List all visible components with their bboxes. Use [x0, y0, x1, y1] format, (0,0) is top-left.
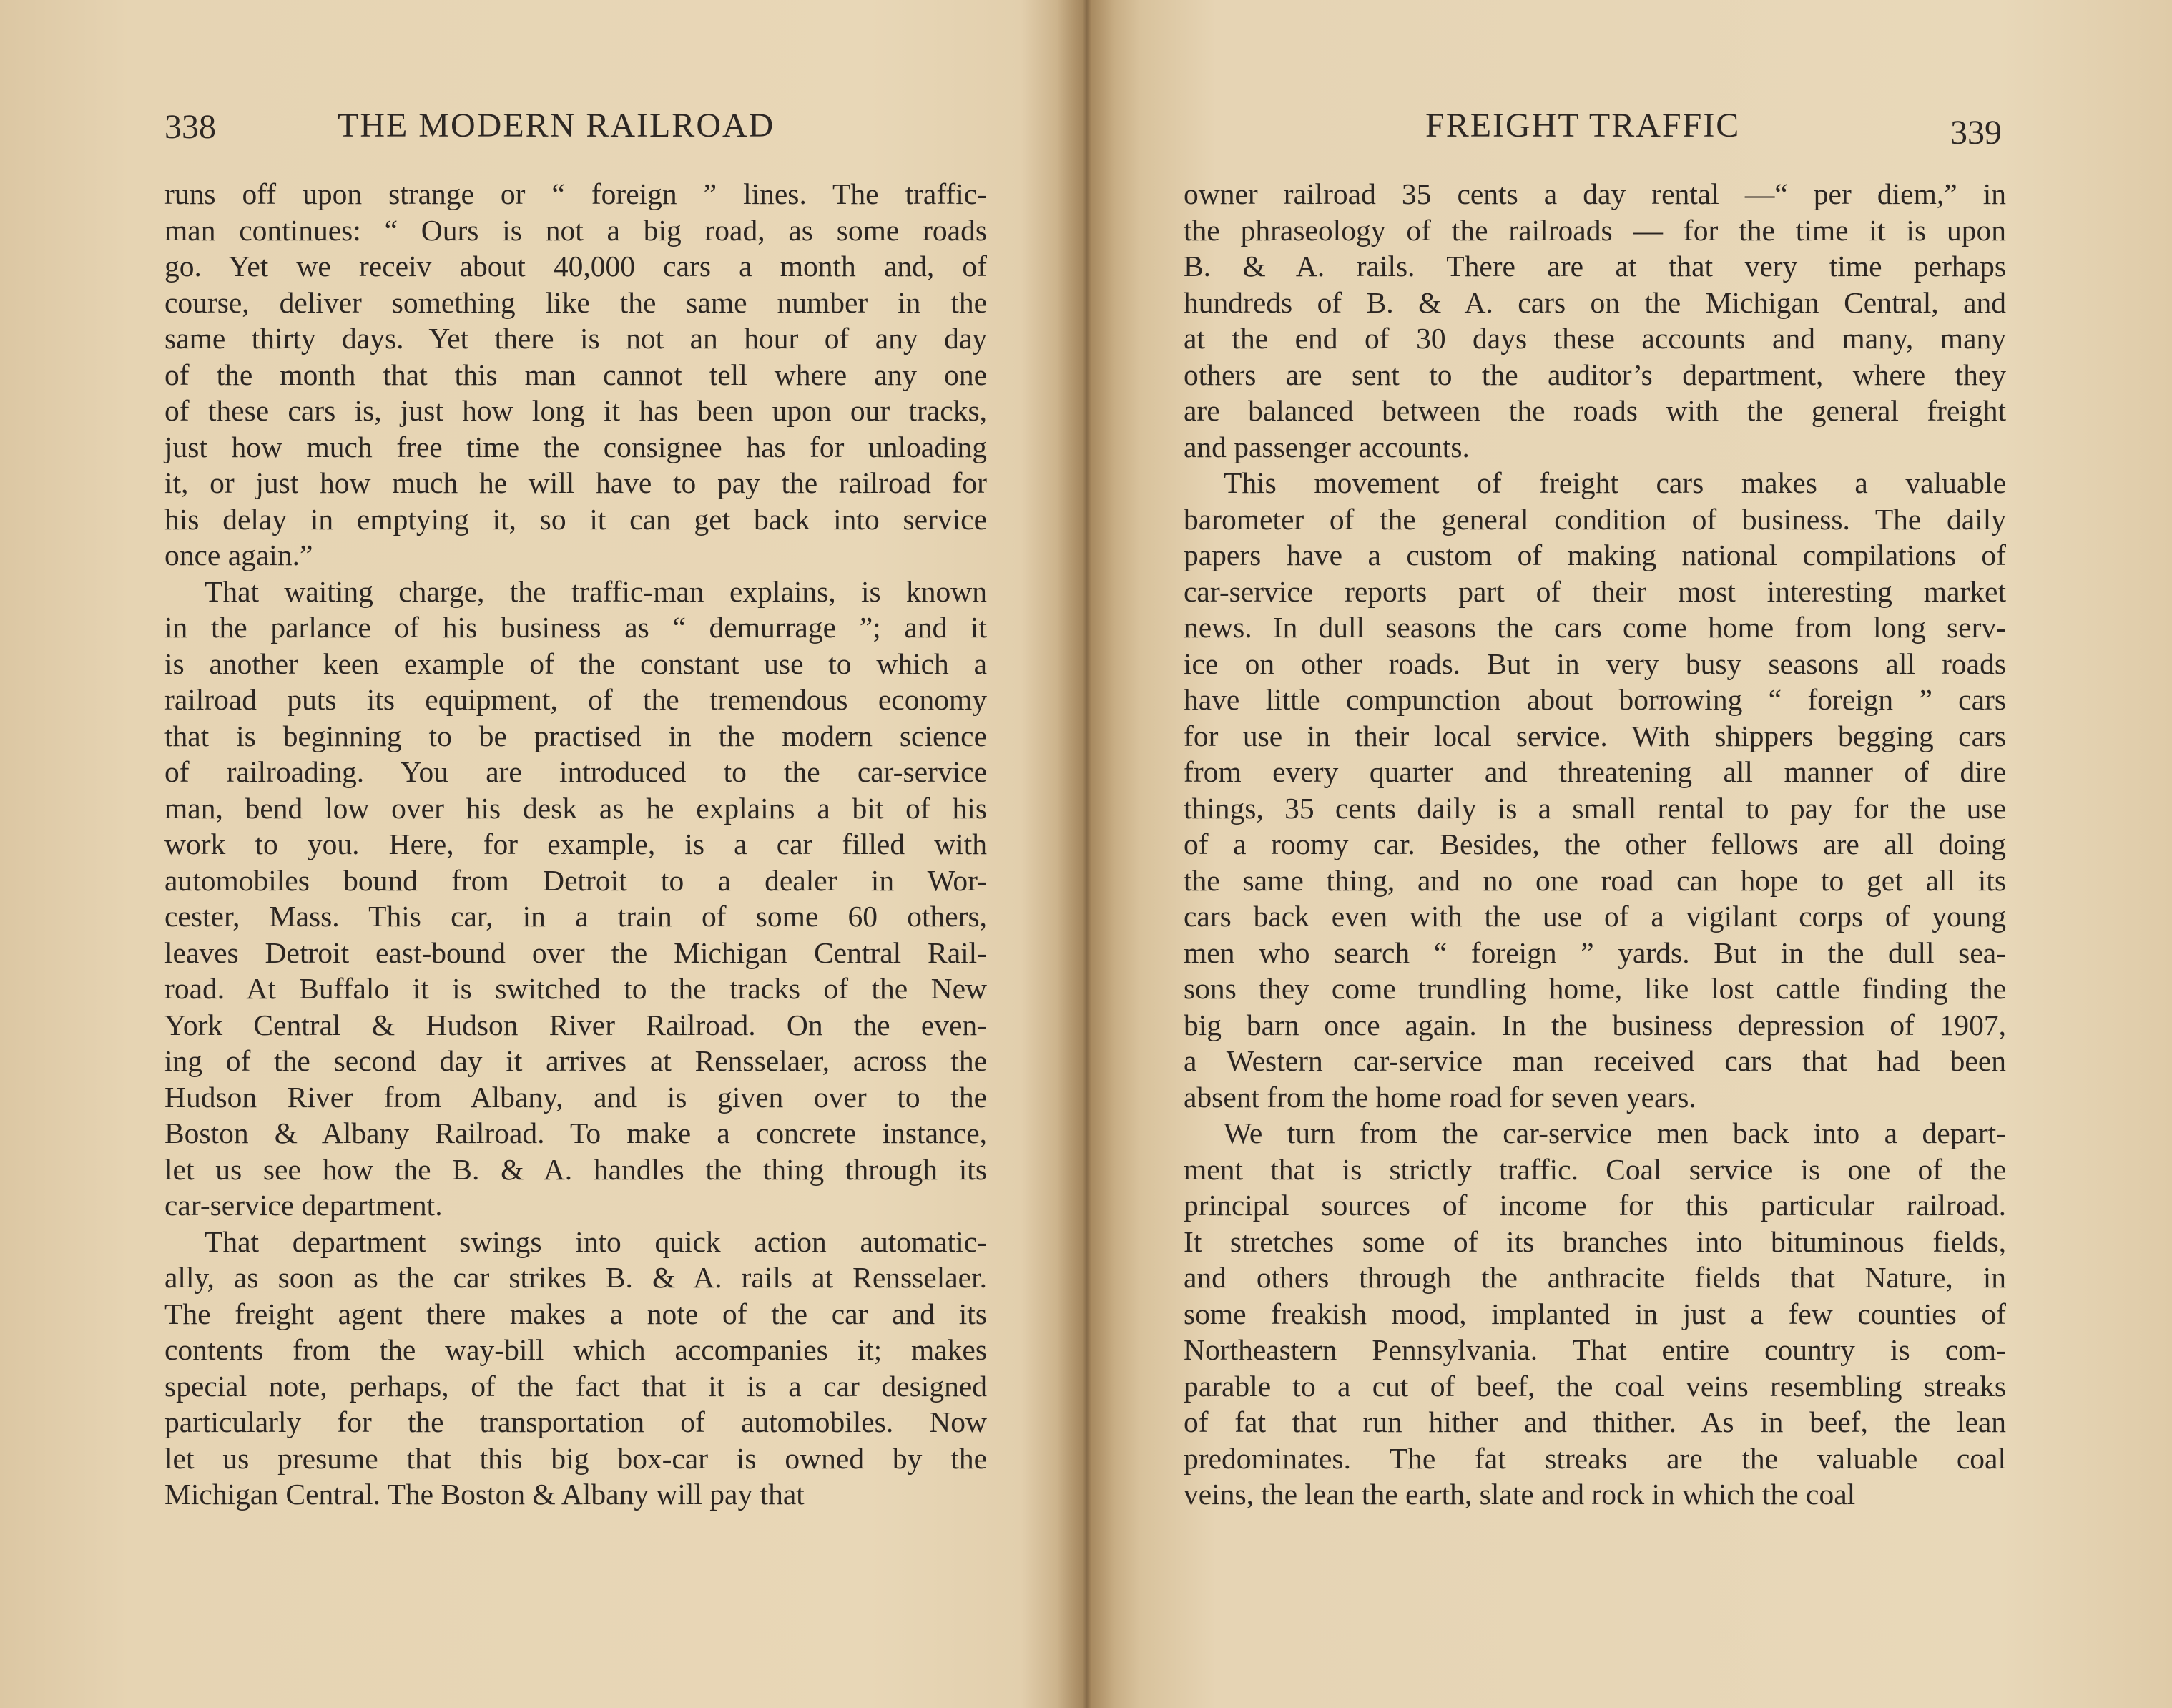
text-line: man, bend low over his desk as he explains a bit of his [164, 791, 987, 825]
text-line: That waiting charge, the traffic-man explains, is known [205, 574, 987, 608]
running-head-right: FREIGHT TRAFFIC [1425, 107, 1741, 144]
text-line: We turn from the car-service men back into a depart- [1224, 1116, 2006, 1149]
left-page-body [164, 176, 987, 1513]
text-line: car-service reports part of their most interesting market [1184, 574, 2006, 608]
text-line: papers have a custom of making national compilations of [1184, 539, 2006, 571]
text-line: ally, as soon as the car strikes B. & A. rails at Rensselaer. [164, 1261, 987, 1294]
text-line: Michigan Central. The Boston & Albany will pay that [164, 1478, 805, 1511]
text-line: predominates. The fat streaks are the valuable coal [1184, 1441, 2006, 1475]
text-line: just how much free time the consignee has for unloading [164, 430, 987, 463]
text-line: railroad puts its equipment, of the tremendous economy [164, 683, 987, 716]
text-line: leaves Detroit east-bound over the Michigan Central Rail- [164, 936, 987, 969]
text-line: at the end of 30 days these accounts and many, many [1184, 322, 2006, 355]
text-line: York Central & Hudson River Railroad. On the even- [164, 1008, 987, 1041]
text-line: men who search “ foreign ” yards. But in the dull sea- [1184, 936, 2006, 969]
text-line: principal sources of income for this particular railroad. [1184, 1189, 2006, 1222]
text-line: a Western car-service man received cars that had been [1184, 1044, 2006, 1077]
text-line: and passenger accounts. [1184, 430, 1470, 463]
text-line: absent from the home road for seven years. [1184, 1080, 1696, 1114]
text-line: cester, Mass. This car, in a train of some 60 others, [164, 900, 987, 933]
text-line: hundreds of B. & A. cars on the Michigan Central, and [1184, 285, 2006, 319]
text-line: big barn once again. In the business depression of 1907, [1184, 1008, 2006, 1041]
page-number-right: 339 [1950, 114, 2002, 152]
text-line: That department swings into quick action automatic- [205, 1224, 987, 1258]
text-line: B. & A. rails. There are at that very time perhaps [1184, 250, 2006, 283]
text-line: from every quarter and threatening all manner of dire [1184, 755, 2006, 788]
text-line: owner railroad 35 cents a day rental —“ per diem,” in [1184, 177, 2006, 210]
text-line: of a roomy car. Besides, the other fellows are all doing [1184, 828, 2006, 860]
text-line: same thirty days. Yet there is not an hour of any day [164, 322, 987, 355]
text-line: particularly for the transportation of automobiles. Now [164, 1405, 987, 1438]
text-line: contents from the way-bill which accompanies it; makes [164, 1333, 987, 1366]
text-line: special note, perhaps, of the fact that it is a car designed [164, 1369, 987, 1403]
text-line: is another keen example of the constant use to which a [164, 647, 987, 680]
text-line: have little compunction about borrowing “ foreign ” cars [1184, 683, 2006, 716]
text-line: Hudson River from Albany, and is given over to the [164, 1080, 987, 1114]
text-line: runs off upon strange or “ foreign ” lines. The traffic- [164, 177, 987, 210]
running-head-left: THE MODERN RAILROAD [338, 107, 775, 144]
text-line: the phraseology of the railroads — for the time it is upon [1184, 213, 2006, 247]
text-line: sons they come trundling home, like lost cattle finding the [1184, 972, 2006, 1005]
text-line: of the month that this man cannot tell where any one [164, 358, 987, 391]
text-line: things, 35 cents daily is a small rental to pay for the use [1184, 791, 2006, 825]
text-line: let us presume that this big box-car is owned by the [164, 1441, 987, 1475]
text-line: ing of the second day it arrives at Rensselaer, across the [164, 1044, 987, 1077]
text-line: it, or just how much he will have to pay the railroad for [164, 466, 987, 499]
text-line: the same thing, and no one road can hope to get all its [1184, 863, 2006, 897]
page-number-left: 338 [164, 108, 216, 146]
text-line: parable to a cut of beef, the coal veins resembling streaks [1184, 1369, 2006, 1403]
text-line: of these cars is, just how long it has been upon our tracks, [164, 394, 987, 427]
text-line: car-service department. [164, 1189, 443, 1222]
text-line: once again.” [164, 539, 313, 571]
text-line: Boston & Albany Railroad. To make a concrete instance, [164, 1116, 987, 1149]
text-line: that is beginning to be practised in the modern science [164, 719, 987, 752]
text-line: veins, the lean the earth, slate and rock in which the coal [1184, 1478, 1856, 1511]
text-line: barometer of the general condition of business. The daily [1184, 502, 2006, 536]
text-line: It stretches some of its branches into bituminous fields, [1184, 1224, 2006, 1258]
right-page-body [1184, 176, 2006, 1513]
text-line: Northeastern Pennsylvania. That entire country is com- [1184, 1333, 2006, 1366]
right-page [1086, 0, 2172, 1708]
text-line: automobiles bound from Detroit to a dealer in Wor- [164, 863, 987, 897]
text-line: course, deliver something like the same number in the [164, 285, 987, 319]
text-line: some freakish mood, implanted in just a few counties of [1184, 1297, 2006, 1330]
text-line: ice on other roads. But in very busy seasons all roads [1184, 647, 2006, 680]
text-line: others are sent to the auditor’s department, where they [1184, 358, 2006, 391]
text-line: road. At Buffalo it is switched to the tracks of the New [164, 972, 987, 1005]
text-line: of railroading. You are introduced to the car-service [164, 755, 987, 788]
text-line: news. In dull seasons the cars come home from long serv- [1184, 611, 2006, 644]
text-line: in the parlance of his business as “ demurrage ”; and it [164, 611, 987, 644]
text-line: ment that is strictly traffic. Coal service is one of the [1184, 1152, 2006, 1186]
text-line: of fat that run hither and thither. As in beef, the lean [1184, 1405, 2006, 1438]
text-line: his delay in emptying it, so it can get back into service [164, 502, 987, 536]
text-line: man continues: “ Ours is not a big road, as some roads [164, 213, 987, 247]
text-line: cars back even with the use of a vigilant corps of young [1184, 900, 2006, 933]
text-line: The freight agent there makes a note of the car and its [164, 1297, 987, 1330]
text-line: are balanced between the roads with the general freight [1184, 394, 2006, 427]
text-line: work to you. Here, for example, is a car filled with [164, 828, 987, 860]
text-line: and others through the anthracite fields that Nature, in [1184, 1261, 2006, 1294]
text-line: let us see how the B. & A. handles the thing through its [164, 1152, 987, 1186]
text-line: go. Yet we receiv about 40,000 cars a month and, of [164, 250, 987, 283]
text-line: This movement of freight cars makes a valuable [1224, 466, 2006, 499]
text-line: for use in their local service. With shippers begging cars [1184, 719, 2006, 752]
